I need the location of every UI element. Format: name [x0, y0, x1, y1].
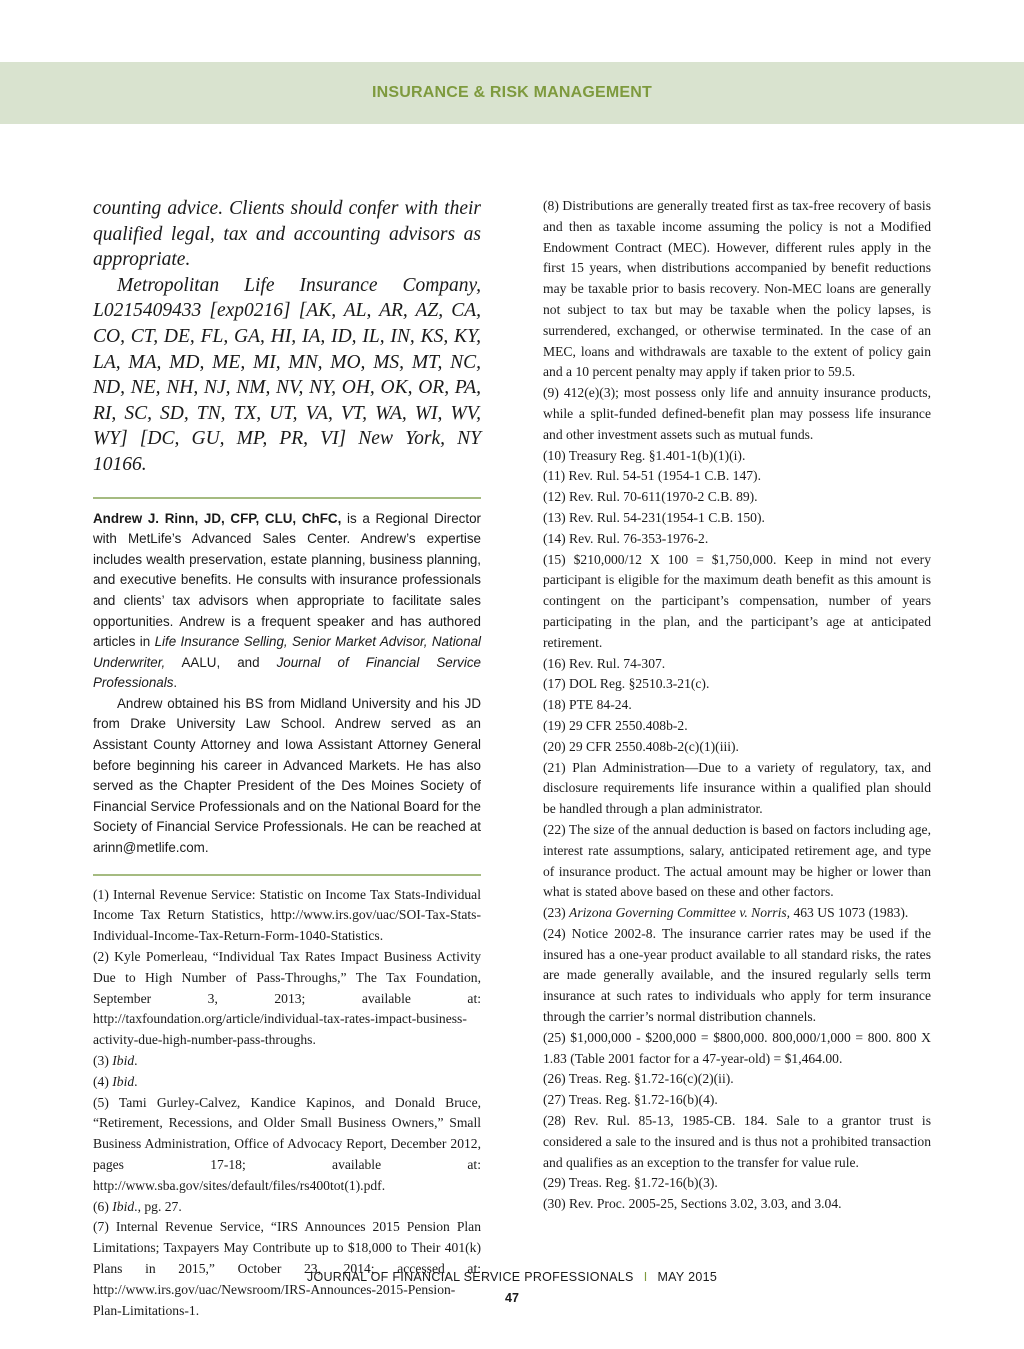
footnote: (12) Rev. Rul. 70-611(1970-2 C.B. 89). — [543, 489, 758, 505]
section-title: INSURANCE & RISK MANAGEMENT — [371, 84, 653, 101]
bio-paragraph-1 — [93, 509, 481, 694]
bio-text: . — [173, 675, 178, 691]
case-name: Arizona Governing Committee v. Norris, — [569, 905, 791, 921]
footnote-text: . — [134, 1053, 138, 1068]
footnote: (7) Internal Revenue Service, “IRS Announces 2015 Pension Plan Limitations; Taxpayers May Contribute up to $18,000 to Their 401(k) Plans in 2015,” October 23, 2014; accessed at: http://www.irs.gov/uac/Newsroom/IRS-Announces-2015-Pension-Plan-Limitations-1. — [93, 1219, 481, 1318]
footnote: (10) Treasury Reg. §1.401-1(b)(1)(i). — [543, 447, 746, 463]
footnote: (15) $210,000/12 X 100 = $1,750,000. Keep in mind not every participant is eligible for the maximum death benefit as this amount is contingent on the participant’s compensation, number of years participating in the plan, and the participant’s age at anticipated retirement. — [543, 551, 931, 650]
page-footer — [0, 1270, 1024, 1284]
footnote: (21) Plan Administration—Due to a variety of regulatory, tax, and disclosure requirements life insurance within a qualified plan should be handled through a plan administrator. — [543, 759, 931, 817]
footnote: (8) Distributions are generally treated first as tax-free recovery of basis and then as taxable income assuming the policy is not a Modified Endowment Contract (MEC). However, different rules apply in the first 15 years, when distributions accompanied by benefit reductions may be taxable prior to basis recovery. Non-MEC loans are generally not subject to tax but may be taxable when the policy lapses, is surrendered, exchanged, or otherwise terminated. In the case of an MEC, loans and withdrawals are taxable to the extent of policy gain and a 10 percent penalty may apply if taken prior to 59.5. — [543, 198, 931, 380]
footnote: (1) Internal Revenue Service: Statistic on Income Tax Stats-Individual Income Tax Return Statistics, http://www.irs.gov/uac/SOI-Tax-Stats-Individual-Income-Tax-Return-Form-1040-Statistics. — [93, 886, 481, 944]
footnote-text: . — [134, 1073, 138, 1089]
footnote-number: (6) — [93, 1198, 109, 1214]
footnote: (25) $1,000,000 - $200,000 = $800,000. 800,000/1,000 = 800. 800 X 1.83 (Table 2001 factor for a 47-year-old) = $1,464.00. — [543, 1029, 931, 1066]
right-column — [543, 196, 931, 1215]
footnote: (27) Treas. Reg. §1.72-16(b)(4). — [543, 1092, 718, 1108]
footnote — [93, 1197, 481, 1218]
footnote: (5) Tami Gurley-Calvez, Kandice Kapinos, and Donald Bruce, “Retirement, Recessions, and Older Small Business Owners,” Small Business Administration, Office of Advocacy Report, December 2012, pages 17-18; available at: http://www.sba.gov/sites/default/files/rs400tot(1).pdf. — [93, 1094, 481, 1193]
author-name: Andrew J. Rinn, JD, CFP, CLU, ChFC, — [93, 510, 342, 526]
footnote: (29) Treas. Reg. §1.72-16(b)(3). — [543, 1175, 718, 1191]
footer-separator: I — [643, 1270, 648, 1284]
issue-date: MAY 2015 — [657, 1270, 718, 1284]
page-number: 47 — [505, 1291, 519, 1305]
bio-text: AALU, and — [165, 654, 277, 670]
footnote-number: (23) — [543, 905, 570, 921]
footnote: (26) Treas. Reg. §1.72-16(c)(2)(ii). — [543, 1071, 734, 1087]
journal-name: Journal of Financial Service Professionals — [93, 654, 481, 691]
footnote-number: (4) — [93, 1073, 109, 1089]
footnote-ibid: Ibid — [112, 1073, 135, 1089]
publications: Life Insurance Selling, Senior Market Advisor, National Underwriter, — [93, 634, 481, 670]
footnote-ibid: Ibid — [112, 1198, 135, 1214]
footnote: (20) 29 CFR 2550.408b-2(c)(1)(iii). — [543, 738, 739, 754]
author-bio — [93, 509, 481, 859]
footnote — [543, 903, 931, 924]
bio-text: is a Regional Director with MetLife’s Advanced Sales Center. Andrew’s expertise includes wealth preservation, estate planning, business planning, and executive benefits. He consults with insurance professionals and clients’ tax advisors when appropriate to facilitate sales opportunities. Andrew is a frequent speaker and has authored articles in — [93, 510, 481, 650]
footnote: (13) Rev. Rul. 54-231(1954-1 C.B. 150). — [543, 509, 765, 525]
footnote: (30) Rev. Proc. 2005-25, Sections 3.02, 3.03, and 3.04. — [543, 1196, 842, 1212]
footnote — [93, 1051, 481, 1072]
footnote: (24) Notice 2002-8. The insurance carrier rates may be used if the insured has a one-year product available to all standard risks, the rates are made generally available, and the insured regularly sells term insurance at such rates to individuals who apply for term insurance through the carrier’s normal distribution channels. — [543, 925, 931, 1025]
footnote — [93, 1072, 481, 1093]
disclaimer — [93, 196, 481, 478]
bio-paragraph-2: Andrew obtained his BS from Midland University and his JD from Drake University Law School. Andrew served as an Assistant County Attorney and Iowa Assistant Attorney General before beginning his career in Advanced Markets. He has also served as the Chapter President of the Des Moines Society of Financial Service Professionals and on the National Board for the Society of Financial Service Professionals. He can be reached at arinn@metlife.com. — [93, 695, 481, 856]
footnote: (22) The size of the annual deduction is based on factors including age, interest rate assumptions, salary, anticipated retirement age, and type of insurance product. The actual amount may be higher or lower than what is stated above based on these and other factors. — [543, 821, 931, 900]
divider — [93, 874, 481, 876]
left-column — [93, 196, 481, 1321]
disclaimer-text: counting advice. Clients should confer with their qualified legal, tax and accounting advisors as appropriate. — [93, 198, 481, 271]
footnote-text: 463 US 1073 (1983). — [790, 905, 909, 921]
footnotes-right — [543, 196, 931, 1215]
footnote-number: (3) — [93, 1053, 109, 1068]
footnote-ibid: Ibid — [112, 1053, 135, 1068]
footnote: (16) Rev. Rul. 74-307. — [543, 655, 666, 671]
footnotes-left — [93, 885, 481, 1322]
metlife-legal-text: Metropolitan Life Insurance Company, L0215409433 [exp0216] [AK, AL, AR, AZ, CA, CO, CT, DE, FL, GA, HI, IA, ID, IL, IN, KS, KY, LA, MA, MD, ME, MI, MN, MO, MS, MT, NC, ND, NE, NH, NJ, NM, NV, NY, OH, OK, OR, PA, RI, SC, SD, TN, TX, UT, VA, VT, WA, WI, WV, WY] [DC, GU, MP, PR, VI] New York, NY 10166. — [93, 274, 481, 475]
footnote: (18) PTE 84-24. — [543, 697, 632, 713]
journal-title: JOURNAL OF FINANCIAL SERVICE PROFESSIONALS — [306, 1270, 634, 1284]
footnote: (14) Rev. Rul. 76-353-1976-2. — [543, 530, 709, 546]
footnote: (2) Kyle Pomerleau, “Individual Tax Rates Impact Business Activity Due to High Number of Pass-Throughs,” The Tax Foundation, September 3, 2013; available at: http://taxfoundation.org/article/individual-tax-rates-impact-business-activity-due-high-number-pass-throughs. — [93, 949, 481, 1048]
footnote: (17) DOL Reg. §2510.3-21(c). — [543, 676, 710, 692]
divider — [93, 497, 481, 499]
footnote: (28) Rev. Rul. 85-13, 1985-CB. 184. Sale to a grantor trust is considered a sale to the insured and is thus not a prohibited transaction and qualifies as an exception to the transfer for value rule. — [543, 1113, 931, 1170]
footnote: (9) 412(e)(3); most possess only life and annuity insurance products, while a split-funded defined-benefit plan may possess life insurance and other investment assets such as mutual funds. — [543, 385, 931, 442]
footnote: (19) 29 CFR 2550.408b-2. — [543, 717, 688, 733]
footnote-text: ., pg. 27. — [134, 1198, 182, 1214]
footnote: (11) Rev. Rul. 54-51 (1954-1 C.B. 147). — [543, 468, 761, 484]
